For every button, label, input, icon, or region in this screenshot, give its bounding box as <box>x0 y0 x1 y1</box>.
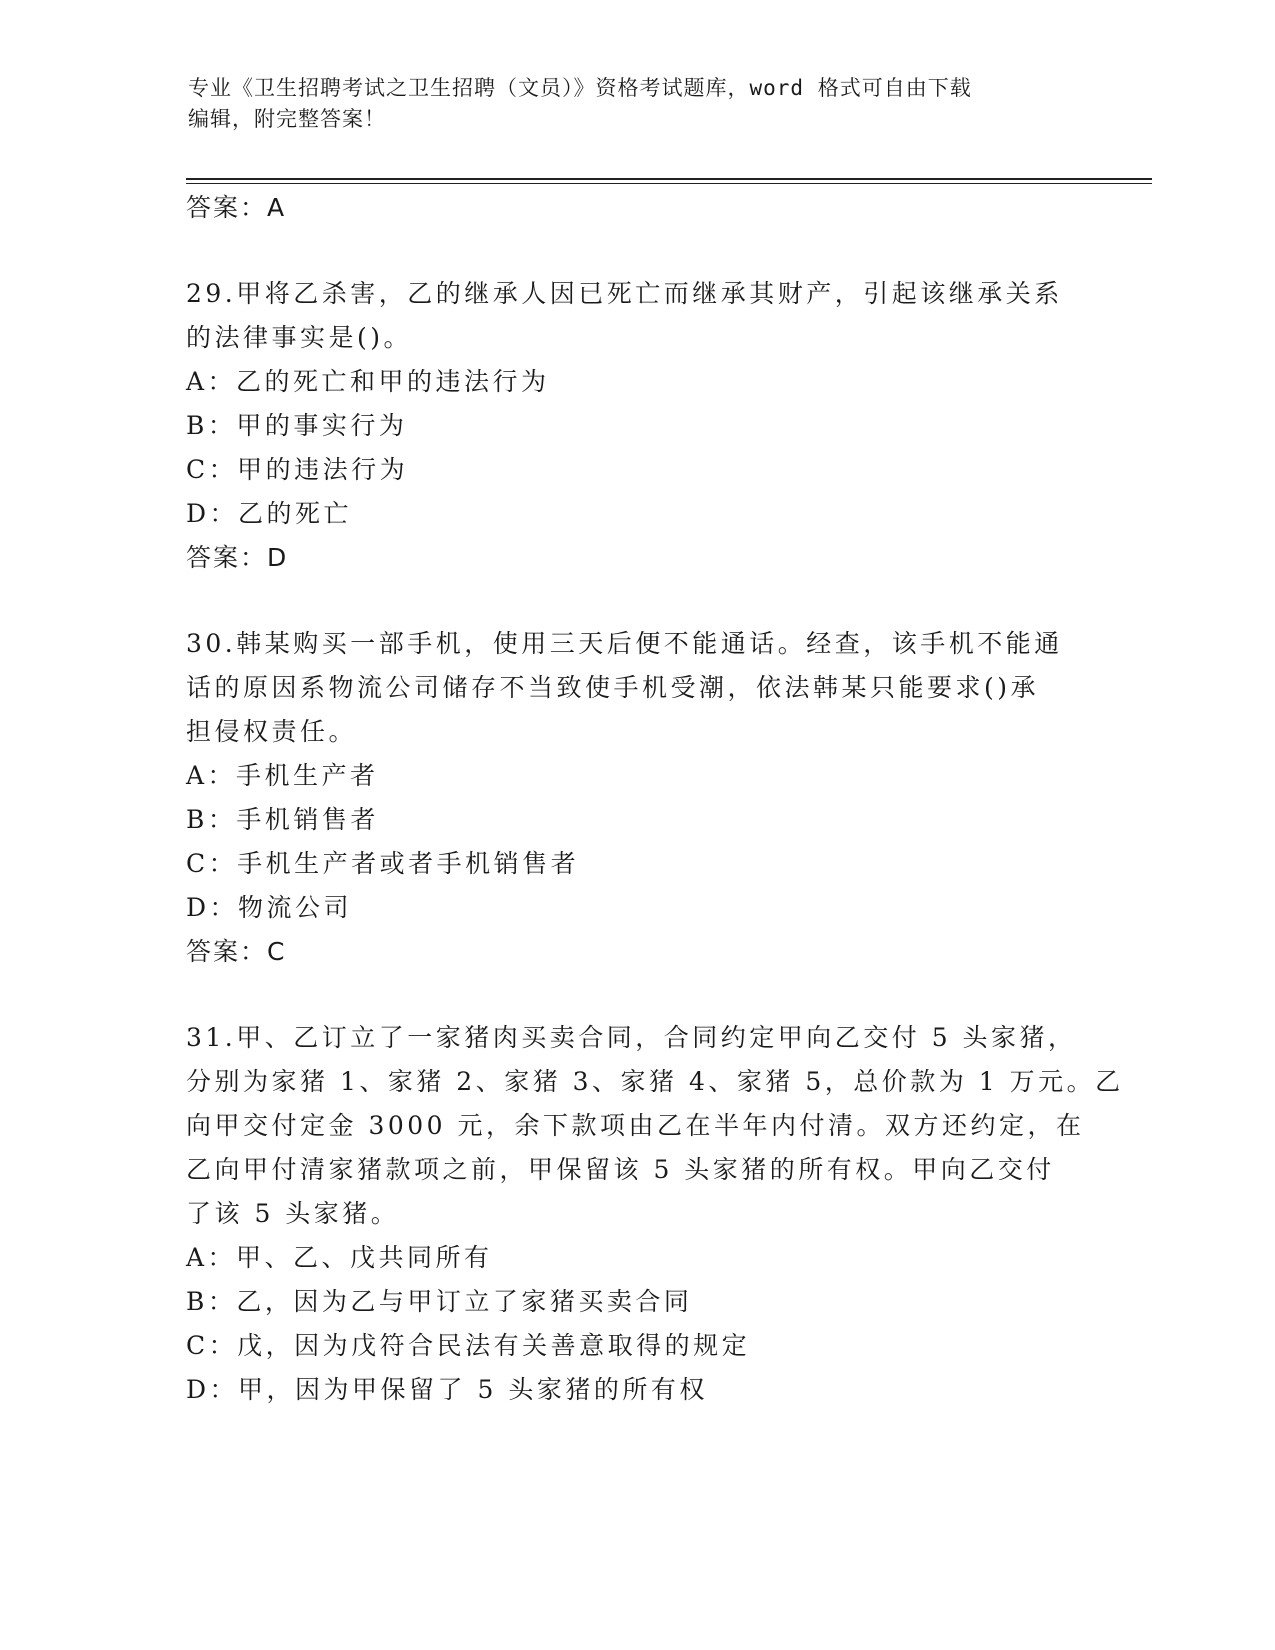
answer: 答案：C <box>186 937 287 966</box>
question-stem-line: 了该 5 头家猪。 <box>186 1199 400 1228</box>
question-stem-line: 担侵权责任。 <box>186 717 358 746</box>
question-stem-line: 分别为家猪 1、家猪 2、家猪 3、家猪 4、家猪 5，总价款为 1 万元。乙 <box>186 1067 1124 1096</box>
option-c: C：戊，因为戊符合民法有关善意取得的规定 <box>186 1331 751 1360</box>
option-d: D：物流公司 <box>186 893 353 922</box>
option-d: D：乙的死亡 <box>186 499 353 528</box>
question-stem-line: 乙向甲付清家猪款项之前，甲保留该 5 头家猪的所有权。甲向乙交付 <box>186 1155 1055 1184</box>
option-b: B：乙，因为乙与甲订立了家猪买卖合同 <box>186 1287 693 1316</box>
option-c: C：手机生产者或者手机销售者 <box>186 849 580 878</box>
question-stem-line: 29.甲将乙杀害，乙的继承人因已死亡而继承其财产，引起该继承关系 <box>186 279 1063 308</box>
question-stem-line: 31.甲、乙订立了一家猪肉买卖合同，合同约定甲向乙交付 5 头家猪， <box>186 1023 1077 1052</box>
header-divider-thin <box>186 183 1152 184</box>
header-divider <box>186 178 1152 180</box>
question-stem-line: 向甲交付定金 3000 元，余下款项由乙在半年内付清。双方还约定，在 <box>186 1111 1085 1140</box>
option-b: B：甲的事实行为 <box>186 411 408 440</box>
question-stem-line: 30.韩某购买一部手机，使用三天后便不能通话。经查，该手机不能通 <box>186 629 1063 658</box>
option-b: B：手机销售者 <box>186 805 379 834</box>
question-stem-line: 的法律事实是()。 <box>186 323 413 352</box>
option-a: A：甲、乙、戊共同所有 <box>186 1243 493 1272</box>
option-a: A：手机生产者 <box>186 761 379 790</box>
document-header <box>188 73 1088 135</box>
answer: 答案：D <box>186 543 289 572</box>
answer-prev: 答案：A <box>186 193 287 222</box>
header-line-1: 专业《卫生招聘考试之卫生招聘（文员）》资格考试题库，word 格式可自由下载 <box>188 76 972 100</box>
question-stem-line: 话的原因系物流公司储存不当致使手机受潮，依法韩某只能要求()承 <box>186 673 1040 702</box>
header-line-2: 编辑，附完整答案！ <box>188 107 386 131</box>
option-c: C：甲的违法行为 <box>186 455 409 484</box>
option-d: D：甲，因为甲保留了 5 头家猪的所有权 <box>186 1375 708 1404</box>
option-a: A：乙的死亡和甲的违法行为 <box>186 367 550 396</box>
